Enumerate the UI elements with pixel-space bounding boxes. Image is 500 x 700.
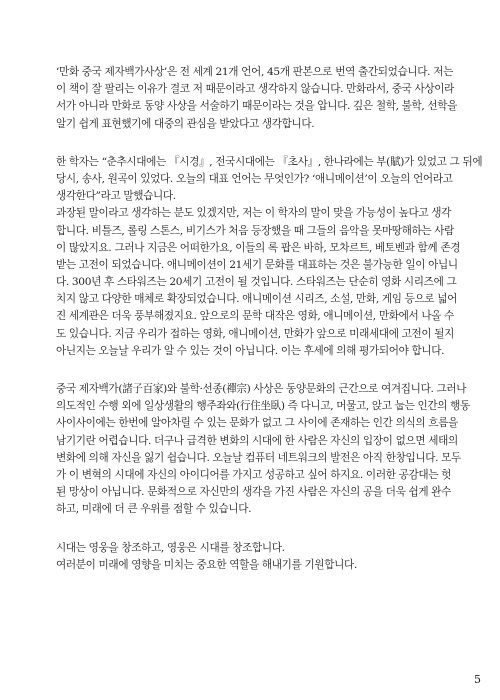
paragraph-intro	[56, 64, 458, 133]
text-line: 합니다. 비틀즈, 롤링 스톤스, 비기스가 처음 등장했을 때 그들의 음악을 못마땅해하는 사람	[56, 224, 455, 237]
text-line: 남기기란 어렵습니다. 더구나 급격한 변화의 시대에 한 사람은 자신의 입장이 없으면 세태의	[56, 434, 458, 447]
text-line: 도 있습니다. 지금 우리가 접하는 영화, 애니메이션, 만화가 앞으로 미래세대에 고전이 될지	[56, 327, 455, 340]
text-line: 사이사이에는 한번에 알아차릴 수 있는 문화가 없고 그 사이에 존재하는 인간 의식의 흐름을	[56, 417, 458, 430]
text-line: 된 망상이 아닙니다. 문화적으로 자신만의 생각을 가진 사람은 자신의 공을 더욱 쉽게 완수	[56, 486, 452, 499]
paragraph-eastern-thought	[56, 381, 470, 519]
text-line: ‘만화 중국 제자백가사상’은 전 세계 21개 언어, 45개 판본으로 번역 출간되었습니다. 저는	[56, 66, 453, 78]
text-line: 이 책이 잘 팔리는 이유가 결코 저 때문이라고 생각하지 않습니다. 만화라서, 중국 사상이라	[56, 83, 455, 96]
text-line: 한 학자는 “춘추시대에는 『시경』, 전국시대에는 『초사』, 한나라에는 부(賦)가 있었고 그 뒤에	[56, 155, 483, 168]
text-line: 당시, 송사, 원곡이 있었다. 오늘의 대표 언어는 무엇인가? ‘애니메이션’이 오늘의 언어라고	[56, 172, 453, 185]
text-line: 시대는 영웅을 창조하고, 영웅은 시대를 창조합니다.	[56, 541, 285, 554]
text-line: 변화에 의해 자신을 잃기 쉽습니다. 오늘날 컴퓨터 네트워크의 발전은 아직 한창입니다. 모두	[56, 451, 461, 464]
text-line: 이 많았지요. 그러나 지금은 어떠한가요, 이들의 록 팝은 바하, 모차르트, 베토벤과 함께 존경	[56, 241, 461, 254]
text-line: 아닌지는 오늘날 우리가 알 수 있는 것이 아닙니다. 이는 후세에 의해 평가되어야 합니다.	[56, 344, 445, 357]
text-line: 하고, 미래에 더 큰 우위를 점할 수 있습니다.	[56, 503, 252, 516]
text-line: 의도적인 수행 외에 일상생활의 행주좌와(行住坐臥) 즉 다니고, 머물고, 앉고 눕는 인간의 행동	[56, 400, 470, 413]
text-line: 여러분이 미래에 영향을 미치는 중요한 역할을 해내기를 기원합니다.	[56, 558, 357, 571]
text-line: 중국 제자백가(諸子百家)와 불학·선종(禪宗) 사상은 동양문화의 근간으로 여겨집니다. 그러나	[56, 383, 467, 395]
text-line: 가 이 변혁의 시대에 자신의 아이디어를 가지고 성공하고 싶어 하지요. 이러한 공감대는 헛	[56, 468, 452, 481]
paragraph-closing	[56, 540, 446, 574]
paragraph-scholar-quote	[56, 154, 483, 360]
page-number: 5	[474, 673, 481, 686]
text-line: 진 세계관은 더욱 풍부해졌지요. 앞으로의 문학 대작은 영화, 애니메이션, 만화에서 나올 수	[56, 310, 455, 323]
text-line: 받는 고전이 되었습니다. 애니메이션이 21세기 문화를 대표하는 것은 불가능한 일이 아닙니	[56, 258, 458, 271]
body-text	[56, 64, 483, 595]
text-line: 알기 쉽게 표현했기에 대중의 관심을 받았다고 생각합니다.	[56, 117, 315, 130]
text-line: 서가 아니라 만화로 동양 사상을 서술하기 때문이라는 것을 압니다. 깊은 철학, 불학, 선학을	[56, 100, 458, 113]
text-line: 과장된 말이라고 생각하는 분도 있겠지만, 저는 이 학자의 말이 맞을 가능성이 높다고 생각	[56, 207, 452, 220]
text-line: 생각한다”라고 말했습니다.	[56, 190, 176, 203]
text-line: 다. 300년 후 스타워즈는 20세기 고전이 될 것입니다. 스타워즈는 단순히 영화 시리즈에 그	[56, 276, 457, 289]
text-line: 치지 않고 다양한 매체로 확장되었습니다. 애니메이션 시리즈, 소설, 만화, 게임 등으로 넓어	[56, 293, 458, 306]
